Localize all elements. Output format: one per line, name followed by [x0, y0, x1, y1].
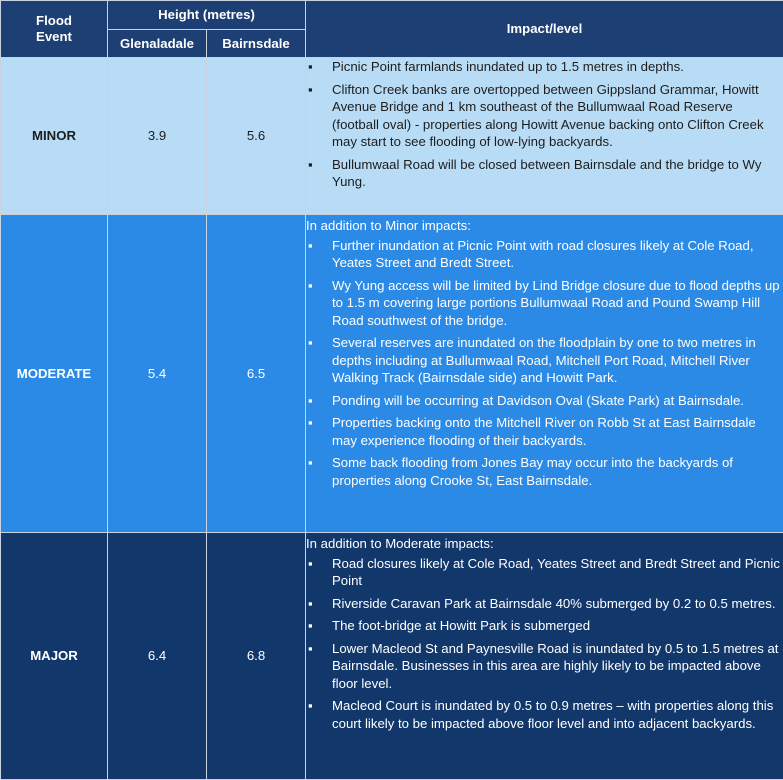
impact-bullet: ▪ Properties backing onto the Mitchell River on Robb St at East Bairnsdale may experience flooding of their backyards. [306, 414, 783, 449]
impact-cell [306, 58, 783, 215]
impact-bullet: ▪ Road closures likely at Cole Road, Yeates Street and Bredt Street and Picnic Point [306, 555, 783, 590]
impact-bullet: ▪ Some back flooding from Jones Bay may occur into the backyards of properties along Crooke St, East Bairnsdale. [306, 454, 783, 489]
impact-bullet: ▪ Further inundation at Picnic Point with road closures likely at Cole Road, Yeates Street and Bredt Street. [306, 237, 783, 272]
glenaladale-height-cell: 3.9 [108, 58, 207, 215]
header-height: Height (metres) [108, 1, 306, 30]
table-row-moderate [1, 215, 783, 533]
header-flood-event: Flood Event [1, 1, 108, 58]
impact-bullet: ▪ Bullumwaal Road will be closed between Bairnsdale and the bridge to Wy Yung. [306, 156, 783, 191]
impact-intro: In addition to Minor impacts: [306, 217, 783, 235]
impact-intro: In addition to Moderate impacts: [306, 535, 783, 553]
bairnsdale-height-cell: 6.8 [207, 533, 306, 780]
impact-bullet: ▪ Ponding will be occurring at Davidson Oval (Skate Park) at Bairnsdale. [306, 392, 783, 410]
flood-event-cell: MODERATE [1, 215, 108, 533]
impact-list [306, 555, 783, 733]
header-bairnsdale: Bairnsdale [207, 30, 306, 58]
impact-list [306, 58, 783, 191]
impact-cell [306, 215, 783, 533]
impact-bullet: ▪ Lower Macleod St and Paynesville Road is inundated by 0.5 to 1.5 metres at Bairnsdale. Businesses in this area are highly likely to be impacted above floor level. [306, 640, 783, 693]
bairnsdale-height-cell: 5.6 [207, 58, 306, 215]
header-impact: Impact/level [306, 1, 783, 58]
impact-bullet: ▪ Wy Yung access will be limited by Lind Bridge closure due to flood depths up to 1.5 m covering large portions Bullumwaal Road and Pound Swamp Hill Road southwest of the bridge. [306, 277, 783, 330]
impact-bullet: ▪ Picnic Point farmlands inundated up to 1.5 metres in depths. [306, 58, 783, 76]
glenaladale-height-cell: 5.4 [108, 215, 207, 533]
bairnsdale-height-cell: 6.5 [207, 215, 306, 533]
impact-bullet: ▪ Riverside Caravan Park at Bairnsdale 40% submerged by 0.2 to 0.5 metres. [306, 595, 783, 613]
flood-event-cell: MINOR [1, 58, 108, 215]
table-row-major [1, 533, 783, 780]
impact-bullet: ▪ The foot-bridge at Howitt Park is submerged [306, 617, 783, 635]
flood-event-cell: MAJOR [1, 533, 108, 780]
impact-list [306, 237, 783, 490]
impact-bullet: ▪ Clifton Creek banks are overtopped between Gippsland Grammar, Howitt Avenue Bridge and 1 km southeast of the Bullumwaal Road Reserve (football oval) - properties along Howitt Avenue backing onto Clifton Creek may start to see flooding of low-lying backyards. [306, 81, 783, 151]
glenaladale-height-cell: 6.4 [108, 533, 207, 780]
header-glenaladale: Glenaladale [108, 30, 207, 58]
impact-bullet: ▪ Macleod Court is inundated by 0.5 to 0.9 metres – with properties along this court likely to be impacted above floor level and into adjacent backyards. [306, 697, 783, 732]
impact-cell [306, 533, 783, 780]
impact-bullet: ▪ Several reserves are inundated on the floodplain by one to two metres in depths including at Bullumwaal Road, Mitchell Port Road, Mitchell River Walking Track (Bairnsdale side) and Howitt Park. [306, 334, 783, 387]
table-row-minor [1, 58, 783, 215]
